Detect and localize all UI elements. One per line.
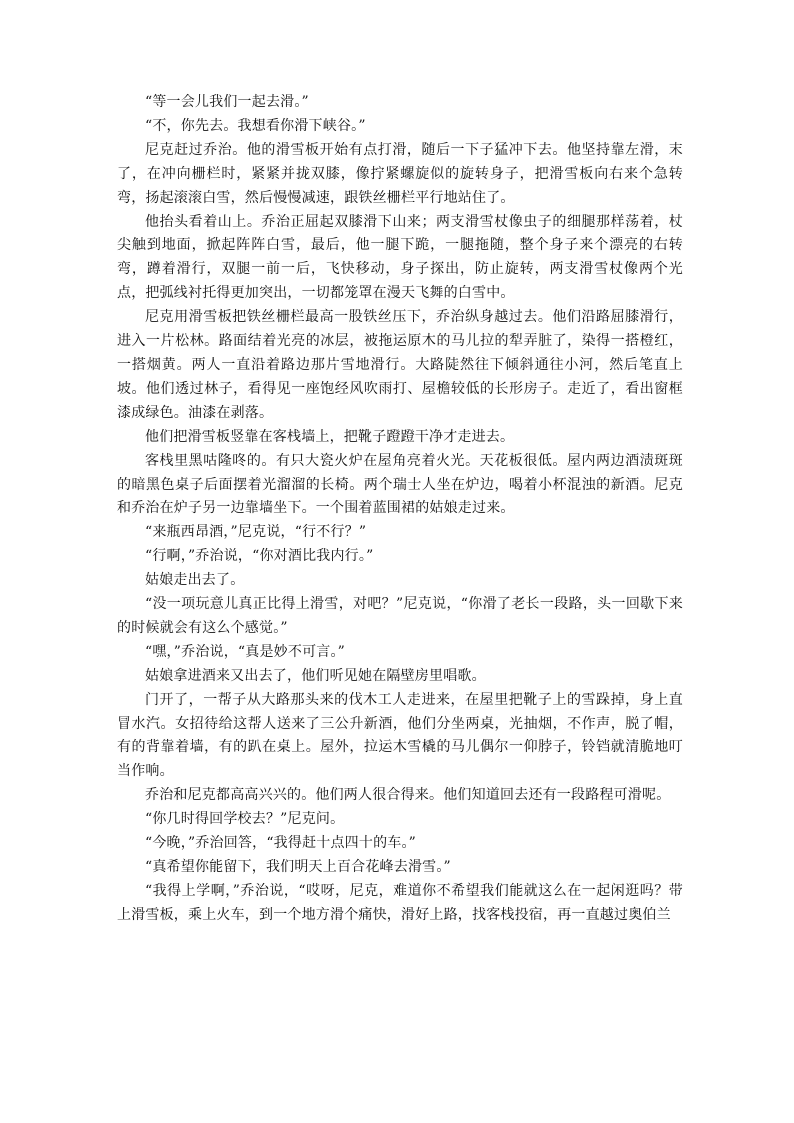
paragraph-6: 他们把滑雪板竖靠在客栈墙上，把靴子蹬蹬干净才走进去。 xyxy=(145,428,515,445)
paragraph-2: “不，你先去。我想看你滑下峡谷。” xyxy=(145,117,366,134)
paragraph-18: “真希望你能留下，我们明天上百合花峰去滑雪。” xyxy=(145,859,451,875)
paragraph-9: “行啊，”乔治说，“你对酒比我内行。” xyxy=(145,548,374,565)
paragraph-16: “你几时得回学校去？”尼克问。 xyxy=(145,811,345,828)
paragraph-5: 尼克用滑雪板把铁丝栅栏最高一股铁丝压下，乔治纵身越过去。他们沿路屈膝滑行，进入一片松林。路面结着光亮的冰层，被拖运原木的马儿拉的犁弄脏了，染得一搭橙红，一搭烟黄。两人一直沿着路边那片雪地滑行。大路陡然往下倾斜通往小河，然后笔直上坡。他们透过林子，看得见一座饱经风吹雨打、屋檐较低的长形房子。走近了，看出窗框漆成绿色。油漆在剥落。 xyxy=(117,309,683,421)
paragraph-10: 姑娘走出去了。 xyxy=(145,572,245,589)
paragraph-14: 门开了，一帮子从大路那头来的伐木工人走进来，在屋里把靴子上的雪跺掉，身上直冒水汽。女招待给这帮人送来了三公升新酒，他们分坐两桌，光抽烟，不作声，脱了帽，有的背靠着墙，有的趴在桌上。屋外，拉运木雪橇的马儿偶尔一仰脖子，铃铛就清脆地叮当作响。 xyxy=(117,691,683,780)
paragraph-1: “等一会儿我们一起去滑。” xyxy=(145,94,309,110)
paragraph-8: “来瓶西昂酒，”尼克说，“行不行？” xyxy=(145,524,367,541)
paragraph-7: 客栈里黑咕隆咚的。有只大瓷火炉在屋角亮着火光。天花板很低。屋内两边酒渍斑斑的暗黑色桌子后面摆着光溜溜的长椅。两个瑞士人坐在炉边，喝着小杯混浊的新酒。尼克和乔治在炉子另一边靠墙坐下。一个围着蓝围裙的姑娘走过来。 xyxy=(117,452,683,517)
paragraph-17: “今晚，”乔治回答，“我得赶十点四十的车。” xyxy=(145,835,417,852)
document-body xyxy=(117,91,683,928)
paragraph-15: 乔治和尼克都高高兴兴的。他们两人很合得来。他们知道回去还有一段路程可滑呢。 xyxy=(145,787,671,804)
paragraph-4: 他抬头看着山上。乔治正屈起双膝滑下山来；两支滑雪杖像虫子的细腿那样荡着，杖尖触到地面，掀起阵阵白雪，最后，他一腿下跪，一腿拖随，整个身子来个漂亮的右转弯，蹲着滑行，双腿一前一后，飞快移动，身子探出，防止旋转，两支滑雪杖像两个光点，把弧线衬托得更加突出，一切都笼罩在漫天飞舞的白雪中。 xyxy=(117,213,683,302)
paragraph-11: “没一项玩意儿真正比得上滑雪，对吧？”尼克说，“你滑了老长一段路，头一回歇下来的时候就会有这么个感觉。” xyxy=(117,596,683,636)
paragraph-12: “嘿，”乔治说，“真是妙不可言。” xyxy=(145,643,346,660)
paragraph-3: 尼克赶过乔治。他的滑雪板开始有点打滑，随后一下子猛冲下去。他坚持靠左滑，末了，在冲向栅栏时，紧紧并拢双膝，像拧紧螺旋似的旋转身子，把滑雪板向右来个急转弯，扬起滚滚白雪，然后慢慢减速，跟铁丝栅栏平行地站住了。 xyxy=(117,141,683,206)
paragraph-19: “我得上学啊，”乔治说，“哎呀，尼克，难道你不希望我们能就这么在一起闲逛吗？带上滑雪板，乘上火车，到一个地方滑个痛快，滑好上路，找客栈投宿，再一直越过奥伯兰 xyxy=(117,882,683,923)
paragraph-13: 姑娘拿进酒来又出去了，他们听见她在隔壁房里唱歌。 xyxy=(145,667,486,684)
